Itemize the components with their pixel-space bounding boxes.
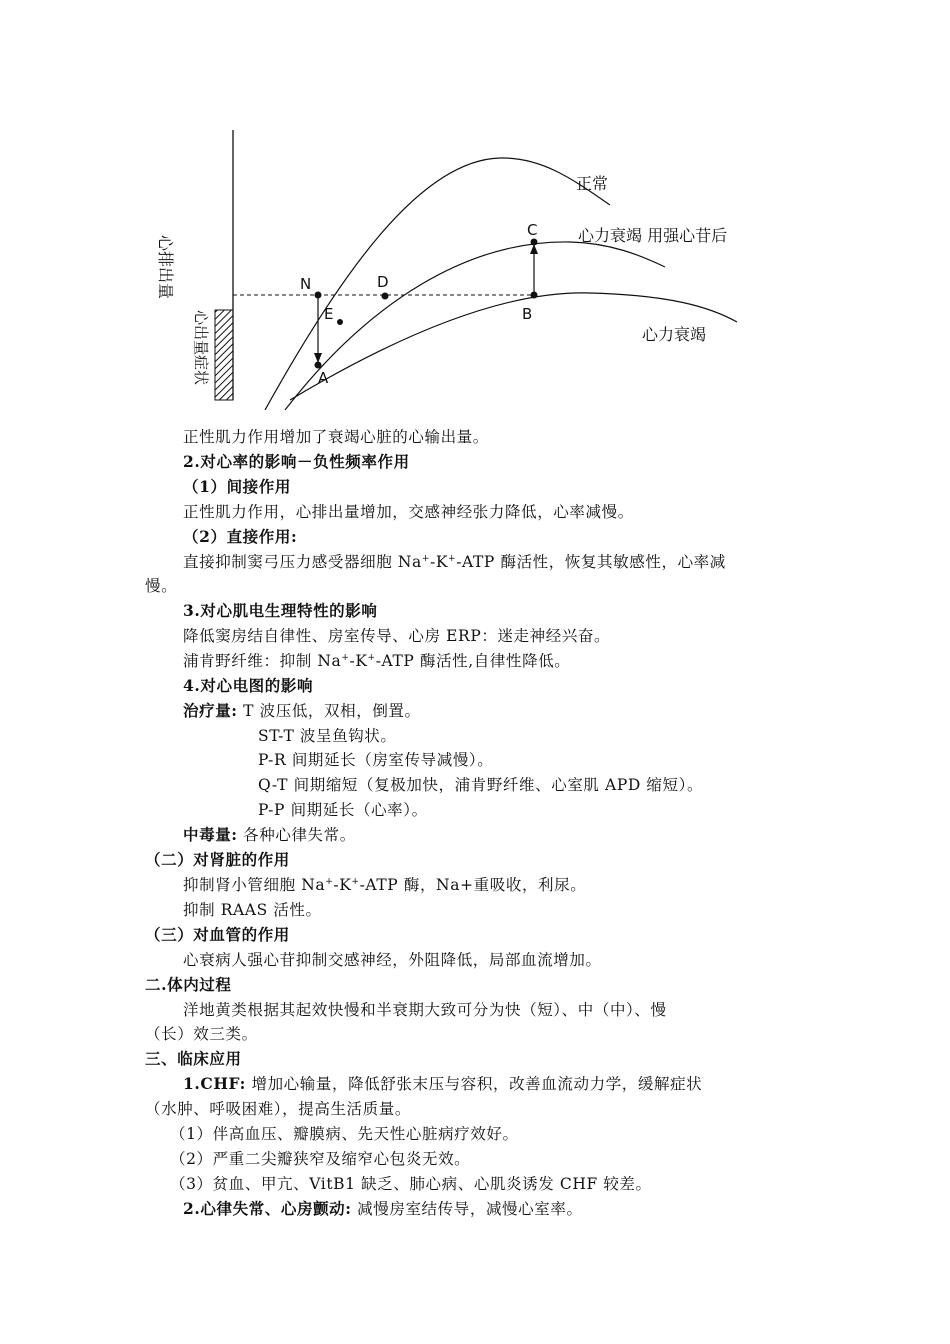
text-line-06	[183, 552, 726, 572]
point-n	[315, 292, 322, 299]
text-line-31: （3）贫血、甲亢、VitB1 缺乏、肺心病、心肌炎诱发 CHF 较差。	[170, 1175, 652, 1193]
subheading-direct: （2）直接作用:	[183, 527, 298, 546]
text-line-13: ST-T 波呈鱼钩状。	[258, 727, 397, 745]
heading-electrophysiology: 3.对心肌电生理特性的影响	[183, 601, 378, 620]
text-line-19a: 抑制肾小管细胞 Na	[183, 876, 326, 894]
text-line-27	[183, 1074, 702, 1094]
text-line-07: 慢。	[145, 577, 178, 595]
heading-heart-rate: 2.对心率的影响－负性频率作用	[183, 452, 410, 471]
heading-ecg: 4.对心电图的影响	[183, 676, 314, 695]
chf-text: 增加心输量，降低舒张末压与容积，改善血流动力学，缓解症状	[251, 1075, 703, 1093]
label-d: D	[377, 273, 389, 291]
sup-plus: +	[448, 554, 457, 564]
y-axis-label: 心排出量	[156, 235, 175, 300]
point-a	[315, 362, 322, 369]
text-line-22: 心衰病人强心苷抑制交感神经，外阻降低，局部血流增加。	[183, 951, 602, 969]
arrhythmia-text: 减慢房室结传导，减慢心室率。	[357, 1200, 583, 1218]
sup-plus: +	[341, 653, 350, 663]
curve-after-digitalis	[285, 242, 665, 410]
curve-label-failure: 心力衰竭	[642, 325, 707, 344]
label-a: A	[318, 369, 329, 387]
heading-pharmacokinetics: 二.体内过程	[145, 975, 232, 994]
text-line-14: P-R 间期延长（房室传导减慢）。	[258, 751, 494, 769]
text-line-01: 正性肌力作用增加了衰竭心脏的心输出量。	[183, 428, 489, 446]
point-b	[531, 292, 538, 299]
text-line-10	[183, 651, 570, 671]
sup-plus: +	[367, 653, 376, 663]
sup-plus: +	[421, 554, 430, 564]
label-n: N	[300, 275, 312, 293]
toxic-dose-text: 各种心律失常。	[243, 826, 356, 844]
text-line-30: （2）严重二尖瓣狭窄及缩窄心包炎无效。	[170, 1150, 471, 1168]
heading-vessels: （三）对血管的作用	[145, 925, 290, 944]
text-line-15: Q-T 间期缩短（复极加快，浦肯野纤维、心室肌 APD 缩短）。	[258, 776, 704, 794]
text-line-10c: -ATP 酶活性,自律性降低。	[375, 652, 571, 670]
subheading-indirect: （1）间接作用	[183, 477, 291, 496]
point-e	[337, 319, 343, 325]
curve-heart-failure	[290, 293, 737, 400]
text-line-16: P-P 间期延长（心率）。	[258, 801, 428, 819]
text-line-19	[183, 875, 586, 895]
text-line-12	[183, 701, 421, 721]
label-c: C	[527, 221, 538, 239]
text-line-20: 抑制 RAAS 活性。	[183, 901, 322, 919]
curve-label-normal: 正常	[576, 174, 609, 193]
text-line-24: 洋地黄类根据其起效快慢和半衰期大致可分为快（短）、中（中）、慢	[183, 1001, 667, 1019]
chf-label: 1.CHF:	[183, 1074, 246, 1093]
curve-label-after: 心力衰竭 用强心苷后	[578, 226, 728, 245]
label-e: E	[324, 305, 334, 323]
point-d	[382, 293, 389, 300]
text-line-04: 正性肌力作用，心排出量增加，交感神经张力降低，心率减慢。	[183, 503, 634, 521]
sup-plus: +	[325, 877, 334, 887]
text-line-06b: -K	[430, 553, 449, 571]
arrhythmia-label: 2.心律失常、心房颤动:	[183, 1199, 352, 1218]
label-b: B	[522, 305, 533, 323]
text-line-17	[183, 825, 356, 845]
text-line-25: （长）效三类。	[145, 1025, 258, 1043]
cardiac-output-figure	[140, 125, 820, 410]
text-line-10a: 浦肯野纤维：抑制 Na	[183, 652, 342, 670]
cardiac-output-diagram	[140, 125, 820, 410]
heading-clinical-use: 三、临床应用	[145, 1049, 242, 1068]
text-line-09: 降低窦房结自律性、房室传导、心房 ERP：迷走神经兴奋。	[183, 627, 611, 645]
toxic-dose-label: 中毒量:	[183, 825, 238, 844]
text-line-32	[183, 1199, 583, 1219]
sup-plus: +	[351, 877, 360, 887]
therapeutic-dose-text: T 波压低，双相，倒置。	[243, 702, 421, 720]
text-line-10b: -K	[349, 652, 368, 670]
text-line-19c: -ATP 酶，Na+重吸收，利尿。	[359, 876, 587, 894]
symptom-label: 心出量症状	[192, 310, 210, 386]
symptom-bar	[215, 310, 233, 400]
text-line-19b: -K	[333, 876, 352, 894]
text-line-06a: 直接抑制窦弓压力感受器细胞 Na	[183, 553, 422, 571]
text-line-06c: -ATP 酶活性，恢复其敏感性，心率减	[456, 553, 726, 571]
therapeutic-dose-label: 治疗量:	[183, 701, 238, 720]
text-line-29: （1）伴高血压、瓣膜病、先天性心脏病疗效好。	[170, 1125, 519, 1143]
heading-kidney: （二）对肾脏的作用	[145, 850, 290, 869]
point-c	[531, 239, 538, 246]
text-line-28: （水肿、呼吸困难），提高生活质量。	[145, 1100, 411, 1118]
